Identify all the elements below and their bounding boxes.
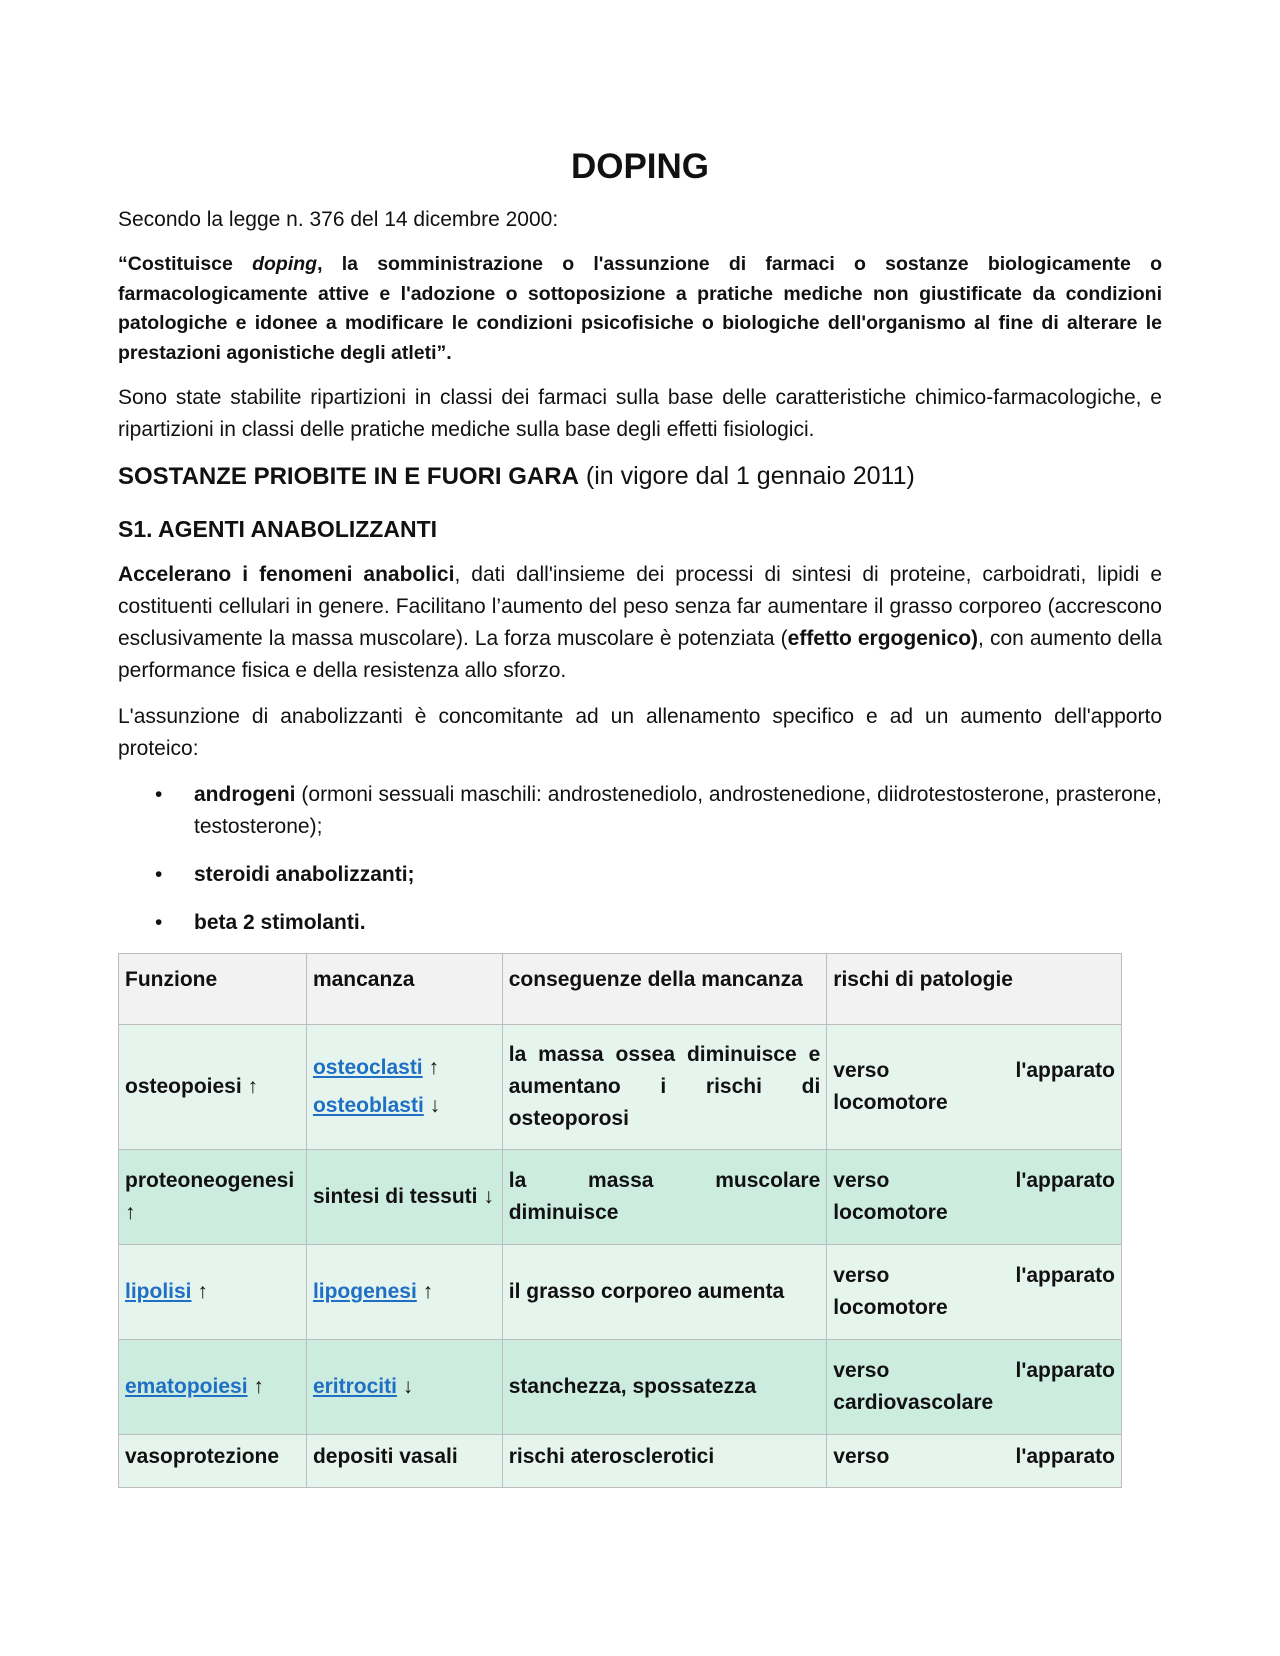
classes-paragraph: Sono state stabilite ripartizioni in classi dei farmaci sulla base delle caratteristiche chimico-farmacologiche, e ripartizioni in classi delle pratiche mediche sulla base degli effetti fisiologici. <box>118 386 1162 441</box>
quote-rest: , la somministrazione o l'assunzione di farmaci o sostanze biologicamente o farmacologicamente attive e l'adozione o sottoposizione a pratiche mediche non giustificate da condizioni patologiche e idonee a modificare le condizioni psicofisiche o biologiche dell'organismo al fine di alterare le prestazioni agonistiche degli atleti”. <box>118 253 1162 364</box>
cell-line <box>313 1090 496 1122</box>
section-heading-date: (in vigore dal 1 gennaio 2011) <box>578 462 915 490</box>
list-item-bold: steroidi anabolizzanti; <box>194 863 415 886</box>
table-header-row <box>119 954 1122 1025</box>
section-heading <box>118 460 1162 493</box>
list-item-bold: beta 2 stimolanti. <box>194 911 366 934</box>
quote-italic: doping <box>252 253 318 275</box>
intro-paragraph: Secondo la legge n. 376 del 14 dicembre 2000: <box>118 208 559 231</box>
table-cell <box>827 1150 1122 1245</box>
arrow-up-icon: ↑ <box>416 1280 434 1303</box>
header-cell: rischi di patologie <box>827 954 1122 1025</box>
cell-line: locomotore <box>833 1296 948 1319</box>
cell-word: verso <box>833 1264 890 1287</box>
table-cell: rischi aterosclerotici <box>502 1435 827 1488</box>
table-row <box>119 1150 1122 1245</box>
assunzione-paragraph: L'assunzione di anabolizzanti è concomitante ad un allenamento specifico e ad un aumento dell'apporto proteico: <box>118 705 1162 760</box>
table-cell <box>119 1340 307 1435</box>
cell-line <box>833 1260 1115 1292</box>
arrow-up-icon: ↑ <box>191 1280 208 1303</box>
anabolic-bold-2: effetto ergogenico) <box>787 627 979 650</box>
list-item <box>118 779 1162 843</box>
table-cell: osteopoiesi ↑ <box>119 1025 307 1150</box>
page-title: DOPING <box>570 147 710 186</box>
lipolisi-link[interactable]: lipolisi <box>125 1280 192 1303</box>
cell-line: locomotore <box>833 1091 948 1114</box>
arrow-down-icon: ↓ <box>396 1375 414 1398</box>
cell-word: verso <box>833 1059 890 1082</box>
list-item-bold: androgeni <box>194 783 296 806</box>
cell-line <box>313 1052 496 1084</box>
quote-open: “Costituisce <box>118 253 253 275</box>
table-cell <box>827 1340 1122 1435</box>
cell-word: l'apparato <box>1015 1169 1115 1192</box>
header-cell: Funzione <box>119 954 307 1025</box>
anabolic-text-2: , con aumento della performance fisica e della resistenza allo sforzo. <box>118 627 1163 682</box>
eritrociti-link[interactable]: eritrociti <box>312 1375 397 1398</box>
document-page <box>118 146 1162 1488</box>
list-item <box>118 907 1162 939</box>
cell-line <box>833 1165 1115 1197</box>
cell-line <box>833 1055 1115 1087</box>
cell-line <box>833 1441 1115 1473</box>
cell-word: l'apparato <box>1015 1445 1115 1468</box>
cell-word: verso <box>833 1445 890 1468</box>
table-cell <box>306 1340 502 1435</box>
table-row <box>119 1245 1122 1340</box>
table-cell: proteoneogenesi ↑ <box>119 1150 307 1245</box>
ematopoiesi-link[interactable]: ematopoiesi <box>125 1375 248 1398</box>
cell-word: verso <box>833 1359 890 1382</box>
table-row <box>119 1025 1122 1150</box>
table-cell <box>827 1025 1122 1150</box>
cell-word: l'apparato <box>1015 1359 1115 1382</box>
table-cell <box>119 1245 307 1340</box>
bullet-icon: • <box>155 863 163 886</box>
header-cell: conseguenze della mancanza <box>502 954 827 1025</box>
table-cell: il grasso corporeo aumenta <box>502 1245 827 1340</box>
osteoblasti-link[interactable]: osteoblasti <box>312 1094 424 1117</box>
cell-line: locomotore <box>833 1201 948 1224</box>
table-cell: la massa muscolare diminuisce <box>502 1150 827 1245</box>
list-item-text: (ormoni sessuali maschili: androstenediolo, androstenedione, diidrotestosterone, prasterone, testosterone); <box>194 783 1162 838</box>
table-cell <box>827 1245 1122 1340</box>
osteoclasti-link[interactable]: osteoclasti <box>312 1056 423 1079</box>
arrow-up-icon: ↑ <box>422 1056 439 1079</box>
anabolic-text-1: , dati dall'insieme dei processi di sintesi di proteine, carboidrati, lipidi e costituenti cellulari in genere. Facilitano l’aumento del peso senza far aumentare il grasso corporeo (accrescono esclusivamente la massa muscolare). La forza muscolare è potenziata ( <box>118 563 1163 650</box>
law-quote <box>118 250 1162 368</box>
bullet-icon: • <box>155 911 163 934</box>
cell-word: verso <box>833 1169 890 1192</box>
effects-table <box>118 953 1122 1488</box>
arrow-down-icon: ↓ <box>423 1094 441 1117</box>
cell-word: l'apparato <box>1015 1264 1115 1287</box>
sub-heading: S1. AGENTI ANABOLIZZANTI <box>118 516 438 542</box>
table-cell <box>306 1245 502 1340</box>
table-cell: la massa ossea diminuisce e aumentano i rischi di osteoporosi <box>502 1025 827 1150</box>
table-cell: depositi vasali <box>306 1435 502 1488</box>
section-heading-bold: SOSTANZE PRIOBITE IN E FUORI GARA <box>118 463 579 490</box>
cell-line: cardiovascolare <box>833 1391 994 1414</box>
table-cell: vasoprotezione <box>119 1435 307 1488</box>
table-cell: sintesi di tessuti ↓ <box>306 1150 502 1245</box>
bullet-icon: • <box>155 783 163 806</box>
anabolic-paragraph <box>118 559 1162 687</box>
anabolic-bold-1: Accelerano i fenomeni anabolici <box>118 563 455 586</box>
table-cell: stanchezza, spossatezza <box>502 1340 827 1435</box>
table-row <box>119 1435 1122 1488</box>
arrow-up-icon: ↑ <box>247 1375 264 1398</box>
list-item <box>118 859 1162 891</box>
header-cell: mancanza <box>306 954 502 1025</box>
lipogenesi-link[interactable]: lipogenesi <box>312 1280 417 1303</box>
table-row <box>119 1340 1122 1435</box>
cell-word: l'apparato <box>1015 1059 1115 1082</box>
cell-line <box>833 1355 1115 1387</box>
table-cell <box>827 1435 1122 1488</box>
table-cell <box>306 1025 502 1150</box>
substance-list <box>118 779 1162 939</box>
